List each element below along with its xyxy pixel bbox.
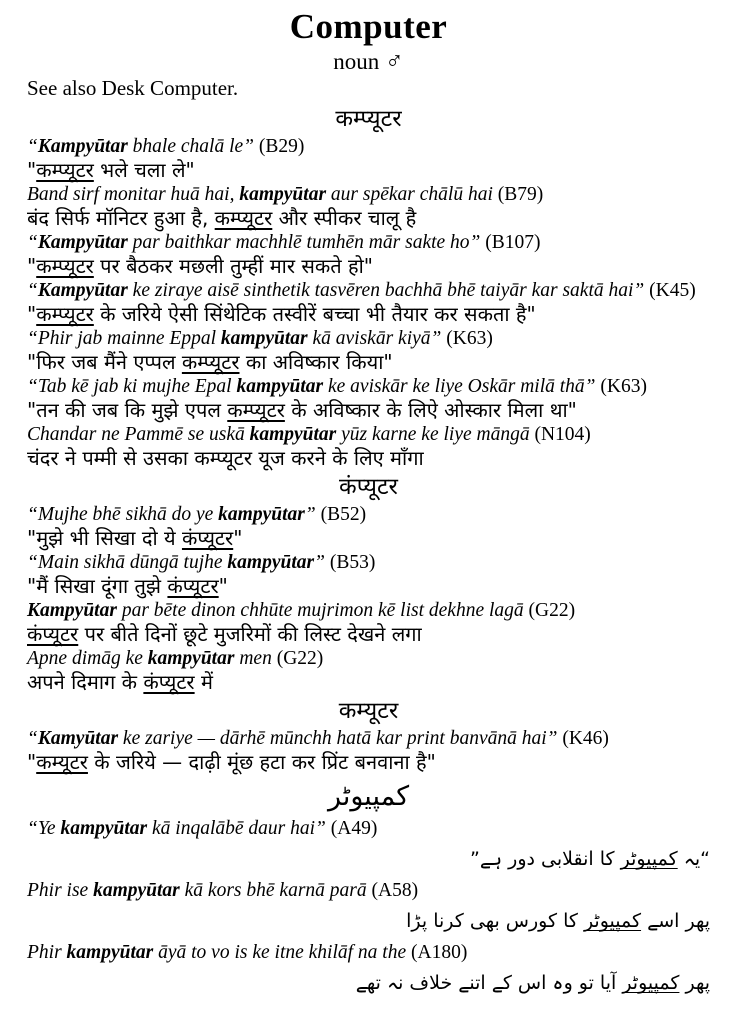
hindi-pre: " xyxy=(27,254,37,278)
entry-k63-a xyxy=(27,328,710,374)
hindi-pre: "मुझे भी सिखा दो ये xyxy=(27,526,182,550)
hindi-line xyxy=(27,158,710,182)
keyword-bold: kampyūtar xyxy=(227,552,315,573)
keyword-bold: Kampyūtar xyxy=(37,232,128,253)
roman-post: āyā to vo is ke itne khilāf na the xyxy=(153,942,411,963)
roman-post: men xyxy=(234,648,277,669)
entry-b107 xyxy=(27,232,710,278)
hindi-post: पर बैठकर मछली तुम्हीं मार सकते हो" xyxy=(93,254,374,278)
entry-a180 xyxy=(27,942,710,996)
urdu-pre: پھر اسے xyxy=(641,910,710,932)
roman-pre: “Phir jab mainne Eppal xyxy=(27,328,221,349)
hindi-pre: "फिर जब मैंने एप्पल xyxy=(27,350,182,374)
roman-pre: “Ye xyxy=(27,818,61,839)
roman-post: ” xyxy=(314,552,330,573)
source-ref: (A49) xyxy=(330,818,378,839)
hindi-line xyxy=(27,206,710,230)
roman-pre: “Main sikhā dūngā tujhe xyxy=(27,552,228,573)
keyword-bold: kampyūtar xyxy=(218,504,305,525)
source-ref: (A58) xyxy=(371,880,419,901)
entry-b53 xyxy=(27,552,710,598)
roman-line xyxy=(27,880,710,902)
roman-post: ” xyxy=(304,504,321,525)
roman-pre: Phir ise xyxy=(27,880,94,901)
source-ref: (N104) xyxy=(534,424,591,445)
entry-b52 xyxy=(27,504,710,550)
source-ref: (K63) xyxy=(600,376,647,397)
hindi-pre: बंद सिर्फ मॉनिटर हुआ है, xyxy=(27,206,215,230)
source-ref: (B29) xyxy=(258,136,305,157)
roman-pre: Phir xyxy=(27,942,67,963)
roman-post: kā kors bhē karnā parā xyxy=(179,880,372,901)
keyword-bold: Kampyūtar xyxy=(27,600,117,621)
page-title: Computer xyxy=(289,7,448,46)
hindi-post: के जरिये — दाढ़ी मूंछ हटा कर प्रिंट बनवाना है" xyxy=(87,750,436,774)
source-ref: (B107) xyxy=(485,232,541,253)
part-of-speech: noun xyxy=(333,49,380,74)
roman-line xyxy=(27,136,710,158)
roman-post: ke zariye — dārhē mūnchh hatā kar print banvānā hai” xyxy=(118,728,563,749)
roman-line xyxy=(27,728,710,750)
hindi-pre: " xyxy=(27,302,37,326)
entry-b29 xyxy=(27,136,710,182)
roman-line xyxy=(27,184,710,206)
entry-k45 xyxy=(27,280,710,326)
roman-post: aur spēkar chālū hai xyxy=(326,184,498,205)
roman-pre: “ xyxy=(27,136,38,157)
hindi-post: में xyxy=(194,670,213,694)
roman-post: kā inqalābē daur hai” xyxy=(147,818,331,839)
roman-post: par bēte dinon chhūte mujrimon kē list dekhne lagā xyxy=(116,600,529,621)
urdu-keyword-underlined: کمپیوٹر xyxy=(620,848,678,870)
roman-post: ke aviskār ke liye Oskār milā thā” xyxy=(323,376,601,397)
hindi-post: के अविष्कार के लिऐ ओस्कार मिला था" xyxy=(284,398,577,422)
hindi-pre: " xyxy=(27,750,37,774)
hindi-keyword-underlined: कम्प्यूटर xyxy=(36,158,94,182)
hindi-post: और स्पीकर चालू है xyxy=(272,206,417,230)
hindi-line xyxy=(27,446,710,470)
entry-a49 xyxy=(27,818,710,872)
roman-pre: Apne dimāg ke xyxy=(27,648,148,669)
part-of-speech-line xyxy=(27,48,710,75)
roman-line xyxy=(27,232,710,254)
keyword-bold: kampyūtar xyxy=(66,942,154,963)
roman-line xyxy=(27,424,710,446)
urdu-line xyxy=(27,908,710,934)
hindi-pre: "तन की जब कि मुझे एपल xyxy=(27,398,228,422)
section-header-devanagari-1: कम्प्यूटर xyxy=(335,106,402,132)
roman-line xyxy=(27,818,710,840)
keyword-bold: kampyūtar xyxy=(236,376,324,397)
roman-line xyxy=(27,376,710,398)
roman-line xyxy=(27,280,710,302)
source-ref: (G22) xyxy=(276,648,324,669)
keyword-bold: Kampyūtar xyxy=(37,280,128,301)
source-ref: (K45) xyxy=(649,280,696,301)
hindi-post: पर बीते दिनों छूटे मुजरिमों की लिस्ट देखने लगा xyxy=(78,622,422,646)
hindi-line xyxy=(27,670,710,694)
source-ref: (G22) xyxy=(528,600,576,621)
source-ref: (K63) xyxy=(446,328,493,349)
urdu-keyword-underlined: کمپیوٹر xyxy=(583,910,642,932)
roman-pre: “Tab kē jab ki mujhe Epal xyxy=(27,376,237,397)
entry-a58 xyxy=(27,880,710,934)
entry-b79 xyxy=(27,184,710,230)
source-ref: (B52) xyxy=(320,504,367,525)
urdu-pre: “یہ xyxy=(677,848,710,870)
keyword-bold: kampyūtar xyxy=(147,648,235,669)
hindi-pre: "मैं सिखा दूंगा तुझे xyxy=(27,574,168,598)
source-ref: (K46) xyxy=(562,728,609,749)
keyword-bold: kampyūtar xyxy=(220,328,308,349)
keyword-bold: kampyūtar xyxy=(239,184,327,205)
hindi-keyword-underlined: कंप्यूटर xyxy=(27,622,79,646)
hindi-line xyxy=(27,302,710,326)
section-header-devanagari-3: कम्यूटर xyxy=(338,698,399,724)
urdu-keyword-underlined: کمپیوٹر xyxy=(622,972,680,994)
roman-line xyxy=(27,328,710,350)
hindi-line xyxy=(27,526,710,550)
hindi-line xyxy=(27,622,710,646)
hindi-keyword-underlined: कम्प्यूटर xyxy=(181,350,240,374)
see-also-note: See also Desk Computer. xyxy=(27,76,239,100)
roman-pre: “ xyxy=(27,232,38,253)
source-ref: (B53) xyxy=(329,552,376,573)
entry-g22-a xyxy=(27,600,710,646)
hindi-keyword-underlined: कम्प्यूटर xyxy=(227,398,285,422)
roman-post: bhale chalā le” xyxy=(127,136,259,157)
urdu-line xyxy=(27,970,710,996)
roman-line xyxy=(27,942,710,964)
keyword-bold: kampyūtar xyxy=(249,424,337,445)
keyword-bold: Kamyūtar xyxy=(37,728,119,749)
hindi-line xyxy=(27,398,710,422)
urdu-post: آیا تو وہ اس کے اتنے خلاف نہ تھے xyxy=(355,972,623,994)
hindi-post: के जरिये ऐसी सिंथेटिक तस्वीरें बच्चा भी तैयार कर सकता है" xyxy=(93,302,536,326)
hindi-line xyxy=(27,574,710,598)
hindi-post: का अविष्कार किया" xyxy=(239,350,393,374)
keyword-bold: kampyūtar xyxy=(60,818,148,839)
hindi-post: " xyxy=(218,574,228,598)
hindi-line xyxy=(27,350,710,374)
roman-pre: “ xyxy=(27,728,38,749)
keyword-bold: Kampyūtar xyxy=(37,136,128,157)
section-header-devanagari-2: कंप्यूटर xyxy=(339,474,398,500)
entry-k63-b xyxy=(27,376,710,422)
hindi-pre: " xyxy=(27,158,37,182)
roman-post: par baithkar machhlē tumhēn mār sakte ho” xyxy=(127,232,486,253)
roman-line xyxy=(27,600,710,622)
hindi-line xyxy=(27,750,710,774)
urdu-pre: پھر xyxy=(679,972,710,994)
source-ref: (B79) xyxy=(497,184,544,205)
roman-line xyxy=(27,552,710,574)
male-gender-icon: ♂ xyxy=(385,48,404,75)
hindi-pre: चंदर ने पम्मी से उसका कम्प्यूटर यूज करने के लिए माँगा xyxy=(27,446,424,470)
keyword-bold: kampyūtar xyxy=(93,880,180,901)
hindi-keyword-underlined: कंप्यूटर xyxy=(167,574,219,598)
roman-pre: Band sirf monitar huā hai, xyxy=(27,184,240,205)
urdu-post: کا کورس بھی کرنا پڑا xyxy=(406,910,584,932)
roman-line xyxy=(27,504,710,526)
entry-n104 xyxy=(27,424,710,470)
hindi-keyword-underlined: कम्यूटर xyxy=(36,750,88,774)
roman-post: yūz karne ke liye māngā xyxy=(336,424,535,445)
urdu-post: کا انقلابی دور ہے” xyxy=(470,848,621,870)
hindi-keyword-underlined: कम्प्यूटर xyxy=(36,254,94,278)
roman-pre: Chandar ne Pammē se uskā xyxy=(27,424,250,445)
entry-k46 xyxy=(27,728,710,774)
hindi-keyword-underlined: कंप्यूटर xyxy=(181,526,234,550)
roman-line xyxy=(27,648,710,670)
hindi-line xyxy=(27,254,710,278)
hindi-post: " xyxy=(233,526,243,550)
section-header-urdu: کمپیوٹر xyxy=(327,781,410,812)
hindi-keyword-underlined: कम्प्यूटर xyxy=(36,302,94,326)
entry-g22-b xyxy=(27,648,710,694)
roman-pre: “ xyxy=(27,280,38,301)
hindi-keyword-underlined: कम्प्यूटर xyxy=(214,206,273,230)
hindi-keyword-underlined: कंप्यूटर xyxy=(143,670,195,694)
source-ref: (A180) xyxy=(411,942,468,963)
urdu-line xyxy=(27,846,710,872)
roman-post: kā aviskār kiyā” xyxy=(307,328,447,349)
hindi-post: भले चला ले" xyxy=(93,158,195,182)
roman-post: ke ziraye aisē sinthetik tasvēren bachhā bhē taiyār kar saktā hai” xyxy=(127,280,650,301)
hindi-pre: अपने दिमाग के xyxy=(27,670,144,694)
roman-pre: “Mujhe bhē sikhā do ye xyxy=(27,504,219,525)
